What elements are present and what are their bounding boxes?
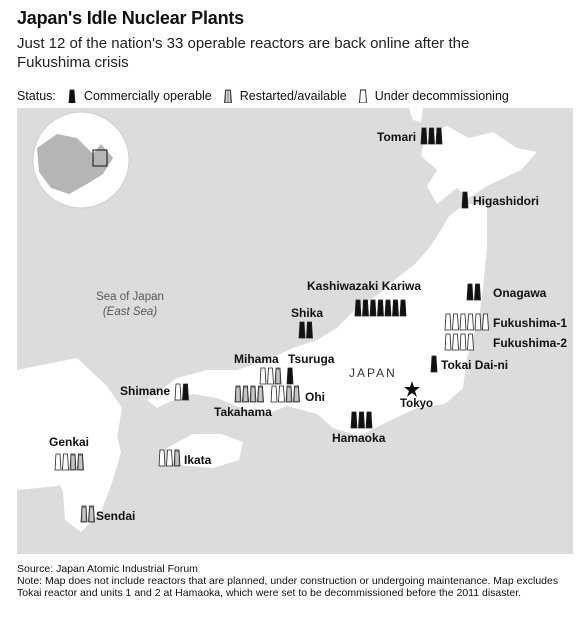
- commercial-reactor-icon: [307, 322, 313, 338]
- plant-higashidori-reactors: [462, 192, 468, 208]
- decommissioning-reactor-icon: [445, 314, 451, 330]
- decommissioning-reactor-icon: [468, 334, 474, 350]
- commercial-reactor-icon: [431, 356, 437, 372]
- legend-item-label: Restarted/available: [239, 89, 347, 103]
- footer: [17, 563, 573, 599]
- commercial-reactor-icon: [436, 128, 442, 144]
- commercial-reactor-icon: [467, 284, 473, 300]
- white-reactor-icon: [357, 89, 369, 103]
- plant-hamaoka-reactors: [351, 412, 372, 428]
- commercial-reactor-icon: [366, 412, 372, 428]
- plant-genkai-reactors: [55, 454, 84, 470]
- decommissioning-reactor-icon: [460, 334, 466, 350]
- commercial-reactor-icon: [299, 322, 305, 338]
- commercial-reactor-icon: [363, 300, 369, 316]
- commercial-reactor-icon: [183, 384, 189, 400]
- plant-fukushima-1-reactors: [445, 314, 489, 330]
- commercial-reactor-icon: [429, 128, 435, 144]
- decommissioning-reactor-icon: [453, 314, 459, 330]
- plant-ikata-reactors: [159, 450, 180, 466]
- decommissioning-reactor-icon: [167, 450, 173, 466]
- plant-ohi-reactors: [271, 386, 300, 402]
- commercial-reactor-icon: [385, 300, 391, 316]
- decommissioning-reactor-icon: [271, 386, 277, 402]
- plant-label-tokai-dai-ni: Tokai Dai-ni: [441, 358, 509, 372]
- plant-label-sendai: Sendai: [96, 509, 136, 523]
- commercial-reactor-icon: [393, 300, 399, 316]
- plant-label-ikata: Ikata: [184, 453, 212, 467]
- plant-fukushima-2-reactors: [445, 334, 474, 350]
- commercial-reactor-icon: [359, 412, 365, 428]
- plant-label-fukushima-2: Fukushima-2: [493, 336, 568, 350]
- commercial-reactor-icon: [475, 284, 481, 300]
- plant-label-ohi: Ohi: [305, 390, 325, 404]
- plant-mihama-reactors: [260, 368, 281, 384]
- plant-shika-reactors: [299, 322, 313, 338]
- plant-onagawa-reactors: [467, 284, 481, 300]
- decommissioning-reactor-icon: [475, 314, 481, 330]
- gray-reactor-icon: [222, 89, 234, 103]
- sea-label-alt: (East Sea): [102, 306, 158, 318]
- map-title: Japan's Idle Nuclear Plants: [17, 8, 244, 28]
- decommissioning-reactor-icon: [55, 454, 61, 470]
- plant-kashiwazaki-kariwa-reactors: [355, 300, 406, 316]
- decommissioning-reactor-icon: [175, 384, 181, 400]
- commercial-reactor-icon: [400, 300, 406, 316]
- decommissioning-reactor-icon: [159, 450, 165, 466]
- commercial-reactor-icon: [370, 300, 376, 316]
- plant-shimane-reactors: [175, 384, 189, 400]
- commercial-reactor-icon: [462, 192, 468, 208]
- country-label: JAPAN: [349, 366, 397, 380]
- plant-label-takahama: Takahama: [214, 405, 272, 419]
- plant-icons-layer: [17, 108, 573, 554]
- plant-label-tomari: Tomari: [377, 130, 417, 144]
- plant-tokai-dai-ni-reactors: [431, 356, 437, 372]
- decommissioning-reactor-icon: [63, 454, 69, 470]
- plant-label-mihama: Mihama: [234, 352, 279, 366]
- plant-label-shika: Shika: [291, 306, 324, 320]
- plant-label-higashidori: Higashidori: [473, 194, 540, 208]
- legend-item-label: Under decommissioning: [374, 89, 509, 103]
- plant-label-genkai: Genkai: [49, 435, 90, 449]
- decommissioning-reactor-icon: [445, 334, 451, 350]
- commercial-reactor-icon: [378, 300, 384, 316]
- commercial-reactor-icon: [355, 300, 361, 316]
- plant-label-fukushima-1: Fukushima-1: [493, 316, 568, 330]
- source-note: Source: Japan Atomic Industrial Forum: [17, 563, 198, 575]
- decommissioning-reactor-icon: [460, 314, 466, 330]
- plant-label-onagawa: Onagawa: [493, 286, 547, 300]
- plant-label-hamaoka: Hamaoka: [332, 431, 386, 445]
- capital-label: Tokyo: [400, 398, 434, 410]
- legend: [17, 87, 509, 105]
- plant-tomari-reactors: [421, 128, 442, 144]
- decommissioning-reactor-icon: [268, 368, 274, 384]
- plant-label-tsuruga: Tsuruga: [288, 352, 335, 366]
- decommissioning-reactor-icon: [468, 314, 474, 330]
- plant-label-shimane: Shimane: [120, 384, 171, 398]
- legend-label: Status:: [17, 89, 56, 103]
- decommissioning-reactor-icon: [453, 334, 459, 350]
- plant-sendai-reactors: [81, 506, 95, 522]
- plant-label-kashiwazaki-kariwa: Kashiwazaki Kariwa: [307, 279, 422, 293]
- plant-tsuruga-reactors: [287, 368, 293, 384]
- map-panel: [17, 108, 573, 554]
- sea-label-primary: Sea of Japan: [96, 291, 164, 303]
- footnote: Note: Map does not include reactors that are planned, under construction or undergoing maintenance. Map excludes Tokai reactor and units 1 and 2 at Hamaoka, which were set to be decommissioned before the 2011 disaster.: [17, 575, 559, 599]
- decommissioning-reactor-icon: [279, 386, 285, 402]
- commercial-reactor-icon: [287, 368, 293, 384]
- plant-takahama-reactors: [235, 386, 264, 402]
- decommissioning-reactor-icon: [483, 314, 489, 330]
- commercial-reactor-icon: [421, 128, 427, 144]
- commercial-reactor-icon: [351, 412, 357, 428]
- black-reactor-icon: [66, 89, 78, 103]
- legend-item-label: Commercially operable: [83, 89, 212, 103]
- map-subtitle: Just 12 of the nation's 33 operable reactors are back online after the Fukushima crisis: [17, 35, 470, 71]
- decommissioning-reactor-icon: [260, 368, 266, 384]
